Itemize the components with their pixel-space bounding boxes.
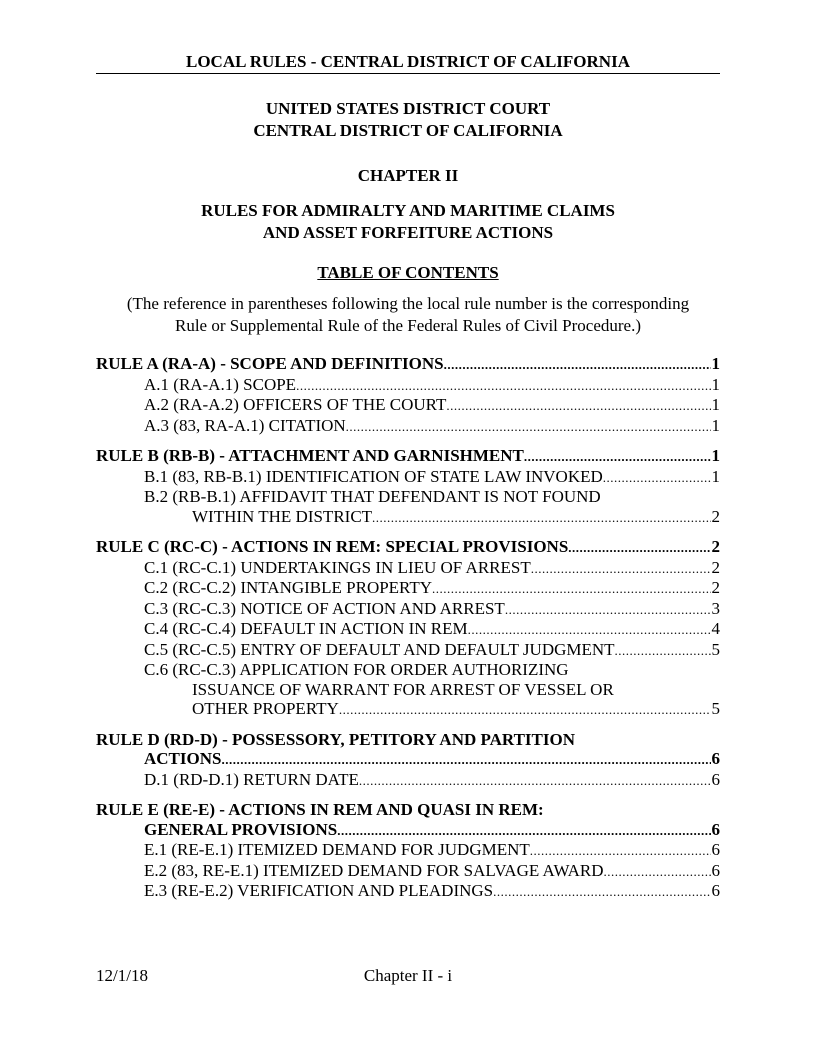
court-line-2: CENTRAL DISTRICT OF CALIFORNIA [253,121,563,140]
dot-leader [615,641,711,661]
toc-entry-rule-e-line-1[interactable]: RULE E (RE-E) - ACTIONS IN REM AND QUASI IN REM: [96,800,544,819]
toc-entry-e3[interactable] [96,881,720,902]
toc-entry-text: E.3 (RE-E.2) VERIFICATION AND PLEADINGS [144,881,494,900]
toc-entry-rule-d[interactable] [96,749,720,770]
dot-leader [568,538,710,558]
toc-entry-c6[interactable] [96,699,720,720]
toc-entry-rule-a[interactable] [96,354,720,375]
toc-entry-c1[interactable] [96,558,720,579]
toc-page-number: 2 [711,537,720,556]
dot-leader [531,559,711,579]
toc-section-rule-e [96,800,720,902]
dot-leader [339,700,711,720]
toc-section-rule-c [96,537,720,720]
chapter-title-line-2: AND ASSET FORFEITURE ACTIONS [262,223,554,242]
intro-line-1: (The reference in parentheses following the local rule number is the corresponding [126,294,690,313]
footer-page-label: Chapter II - i [363,966,453,985]
toc-entry-c6-line-1[interactable]: C.6 (RC-C.3) APPLICATION FOR ORDER AUTHORIZING [144,660,569,679]
toc-entry-c6-line-2[interactable]: ISSUANCE OF WARRANT FOR ARREST OF VESSEL OR [192,679,614,699]
dot-leader [432,579,710,599]
dot-leader [296,376,710,396]
toc-entry-e1[interactable] [96,840,720,861]
toc-entry-c4[interactable] [96,619,720,640]
court-name [0,98,816,142]
toc-page-number: 1 [711,415,720,435]
toc-page-number: 6 [711,769,720,789]
toc-entry-text: GENERAL PROVISIONS [144,819,338,839]
running-head: LOCAL RULES - CENTRAL DISTRICT OF CALIFORNIA [96,52,720,74]
footer-date: 12/1/18 [96,966,148,985]
toc-entry-d1[interactable] [96,770,720,791]
toc-entry-text: OTHER PROPERTY [192,699,339,718]
toc-entry-b2-line-1[interactable]: B.2 (RB-B.1) AFFIDAVIT THAT DEFENDANT IS NOT FOUND [144,487,601,506]
dot-leader [524,447,711,467]
toc-heading [0,262,816,284]
toc-page-number: 1 [711,446,720,465]
toc-page-number: 6 [711,840,720,859]
toc-intro-note [96,293,720,337]
chapter-title-line-1: RULES FOR ADMIRALTY AND MARITIME CLAIMS [201,201,615,220]
toc-entry-text: RULE A (RA-A) - SCOPE AND DEFINITIONS [96,354,444,373]
toc-entry-text: A.3 (83, RA-A.1) CITATION [144,415,346,435]
dot-leader [444,355,711,375]
dot-leader [346,417,711,437]
chapter-heading: CHAPTER II [357,166,459,185]
toc-entry-text: C.3 (RC-C.3) NOTICE OF ACTION AND ARREST [144,598,505,618]
toc-page-number: 5 [711,639,720,659]
toc-entry-text: B.1 (83, RB-B.1) IDENTIFICATION OF STATE LAW INVOKED [144,466,603,486]
dot-leader [221,750,710,770]
toc-page-number: 6 [711,881,720,900]
dot-leader [468,620,711,640]
toc-page-number: 5 [711,699,720,718]
dot-leader [359,771,711,791]
toc-page-number: 3 [711,598,720,618]
dot-leader [530,841,711,861]
toc-entry-text: E.2 (83, RE-E.1) ITEMIZED DEMAND FOR SALVAGE AWARD [144,860,604,880]
toc-entry-text: E.1 (RE-E.1) ITEMIZED DEMAND FOR JUDGMENT [144,840,530,859]
toc-page-number: 1 [711,466,720,486]
toc-entry-c3[interactable] [96,599,720,620]
toc-entry-rule-c[interactable] [96,537,720,558]
toc-entry-b1[interactable] [96,467,720,488]
toc-entry-text: RULE B (RB-B) - ATTACHMENT AND GARNISHMENT [96,446,524,465]
toc-entry-text: RULE C (RC-C) - ACTIONS IN REM: SPECIAL PROVISIONS [96,537,569,556]
toc-section-rule-a [96,354,720,436]
toc-section-rule-b [96,446,720,527]
toc-heading-text: TABLE OF CONTENTS [317,263,499,282]
toc-entry-a1[interactable] [96,375,720,396]
intro-line-2: Rule or Supplemental Rule of the Federal Rules of Civil Procedure.) [175,316,641,335]
dot-leader [493,882,710,902]
dot-leader [604,862,711,882]
toc-entry-text: C.4 (RC-C.4) DEFAULT IN ACTION IN REM [144,619,468,638]
toc-entry-b2[interactable] [96,507,720,528]
dot-leader [446,396,710,416]
toc-entry-text: C.2 (RC-C.2) INTANGIBLE PROPERTY [144,578,433,597]
toc-page-number: 6 [711,819,720,839]
toc-page-number: 6 [711,860,720,880]
toc-entry-rule-d-line-1[interactable]: RULE D (RD-D) - POSSESSORY, PETITORY AND PARTITION [96,729,576,749]
toc-entry-text: C.1 (RC-C.1) UNDERTAKINGS IN LIEU OF ARREST [144,557,531,577]
dot-leader [372,508,710,528]
toc-entry-rule-e[interactable] [96,820,720,841]
toc-entry-c5[interactable] [96,640,720,661]
toc-page-number: 1 [711,395,720,414]
toc-entry-rule-b[interactable] [96,446,720,467]
toc-entry-e2[interactable] [96,861,720,882]
toc-entry-text: C.5 (RC-C.5) ENTRY OF DEFAULT AND DEFAULT JUDGMENT [144,639,615,659]
dot-leader [505,600,711,620]
toc-page-number: 1 [711,354,720,373]
table-of-contents [96,354,720,912]
toc-entry-a2[interactable] [96,395,720,416]
toc-page-number: 2 [711,557,720,577]
toc-section-rule-d [96,730,720,791]
toc-entry-text: D.1 (RD-D.1) RETURN DATE [144,769,359,789]
dot-leader [603,468,711,488]
toc-entry-text: A.2 (RA-A.2) OFFICERS OF THE COURT [144,395,447,414]
toc-entry-text: A.1 (RA-A.1) SCOPE [144,374,297,394]
toc-entry-text: ACTIONS [144,749,222,768]
toc-page-number: 1 [711,374,720,394]
dot-leader [337,821,710,841]
toc-entry-text: WITHIN THE DISTRICT [192,506,373,526]
toc-entry-a3[interactable] [96,416,720,437]
toc-page-number: 2 [711,506,720,526]
toc-page-number: 6 [711,749,720,768]
court-line-1: UNITED STATES DISTRICT COURT [265,99,551,118]
toc-page-number: 2 [711,578,720,597]
toc-entry-c2[interactable] [96,578,720,599]
toc-page-number: 4 [711,619,720,638]
chapter-title [0,200,816,244]
